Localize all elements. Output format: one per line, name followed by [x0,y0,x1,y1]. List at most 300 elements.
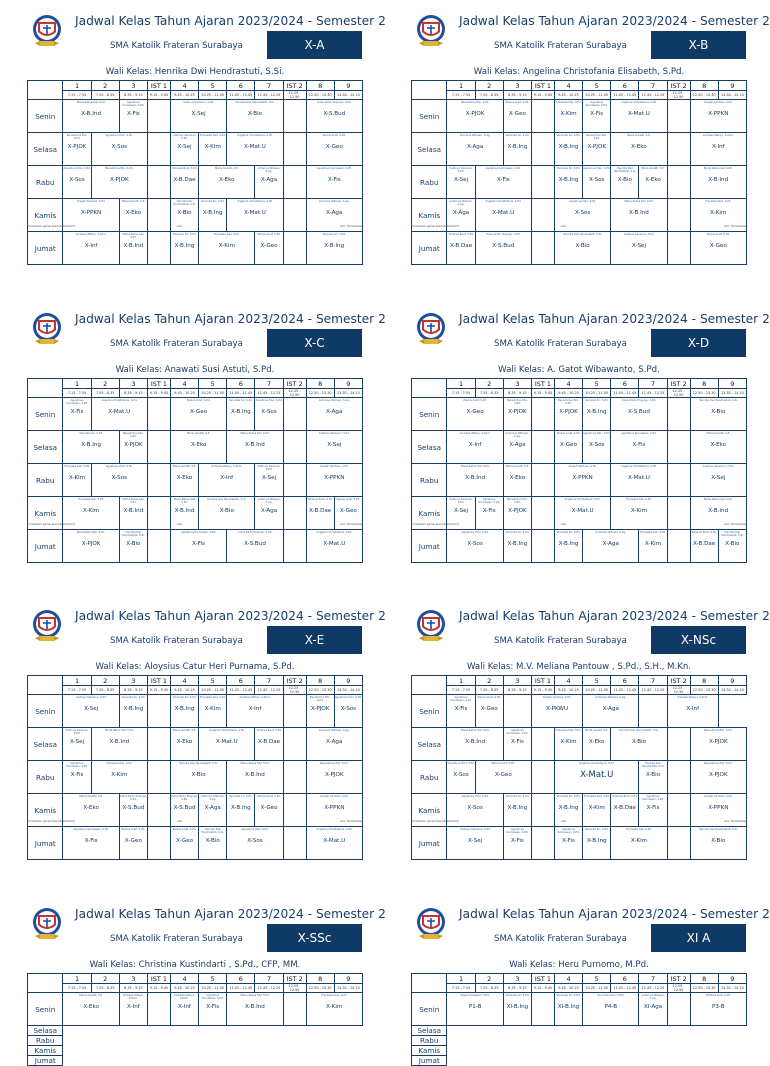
homeroom-label: Wali Kelas: [473,67,523,77]
subject-code: X-Sos [467,541,483,547]
day-row [28,431,363,464]
break-cell [147,431,170,464]
subject-code: X-Kim [630,508,648,514]
subject-code: X-S.Bud [122,805,145,811]
lesson-cell [170,398,226,431]
day-row [28,827,363,860]
lesson-cell [91,761,147,794]
school-logo-icon [416,905,446,945]
footer-generated: Timetable generated:6/19/2024 [27,819,75,823]
lesson-cell [91,133,147,166]
period-time: 9.45 - 10.25 [554,389,582,398]
subject-code: X-Sos [247,838,263,844]
teacher-name: Henrika Dwi Hendrastuti, S.Si. [235,101,275,104]
lesson-cell [119,993,147,1026]
lesson-cell [503,827,531,860]
lesson-cell [639,530,667,563]
period-time-row [412,91,747,100]
subject-code: X-Geo [176,838,194,844]
lesson-cell [306,133,362,166]
subject-code: X-S.Bud [173,805,196,811]
teacher-name: Agustinus Hari, S.Pd. [63,167,91,170]
period-time: 8.35 - 9.15 [503,389,531,398]
day-row [412,497,747,530]
break-cell [283,530,306,563]
break-cell [147,199,170,232]
lesson-cell [690,232,746,265]
subject-code: X-B.Dae [613,805,636,811]
period-time: 9.15 - 9.45 [531,686,554,695]
subject-code: X-Kim [204,706,221,712]
lesson-cell [554,464,610,497]
teacher-name: Veronika Sri, S.Pd. [505,531,530,534]
teacher-name: Agustinus Kurniawan, S.Pd. [506,729,529,735]
period-number-row [28,379,363,389]
period-number-row [412,974,747,984]
day-label: Selasa [28,133,63,166]
period-number: 5 [199,379,227,389]
period-time: 10.25 - 11.05 [199,686,227,695]
day-label: Kamis [412,199,447,232]
class-timetable-card [411,607,770,848]
day-label: Jumat [28,827,63,860]
lesson-cell [255,728,283,761]
lesson-cell [611,166,639,199]
lesson-cell [227,100,283,133]
subject-code: X-Inf [248,706,262,712]
teacher-name: Yustinus Sarwono, S.Pd. [623,233,655,236]
lesson-cell [170,199,198,232]
lesson-cell [503,100,531,133]
homeroom-label: Wali Kelas: [95,662,145,672]
period-time: 8.35 - 9.15 [503,686,531,695]
teacher-name: Henrika Dwi Hendrastuti, S.Si. [619,729,659,732]
subject-code: X-Bio [631,739,647,745]
teacher-name: Paulus Arief, S.Pd. [257,795,281,798]
lesson-cell [611,431,667,464]
period-time: 8.35 - 9.15 [503,91,531,100]
teacher-name: Yulius Rinto Prayogo, S.Pd. [317,101,352,104]
period-number: 6 [227,379,255,389]
lesson-cell [611,827,667,860]
teacher-name: Veronika Sri, S.Pd. [229,795,253,798]
lesson-cell [583,728,611,761]
period-time: 12.50 - 13.30 [690,984,718,993]
subject-code: X-Inf [178,1004,191,1010]
break-cell [147,761,170,794]
lesson-cell [447,398,503,431]
teacher-name: Bagus Setiawan, S.Pd. [460,994,490,997]
lesson-cell [639,794,667,827]
lesson-cell [583,100,611,133]
teacher-name: Henrika Dwi Hendrastuti, S.Si. [613,167,637,173]
teacher-name: Yulius Rinto Prayogo, S.Pd. [119,795,147,801]
period-time-row [28,91,363,100]
class-timetable-card [411,905,770,1065]
break-cell [667,232,690,265]
homeroom-name: Henrika Dwi Hendrastuti, S.Si. [154,67,285,77]
lesson-cell [306,100,362,133]
school-name: SMA Katolik Frateran Surabaya [494,339,627,349]
class-timetable-card [411,12,770,253]
teacher-name: Angelina Christofania, S.Pd. [578,762,615,765]
day-label: Senin [28,695,63,728]
day-row [412,1026,747,1036]
period-number: IST 1 [531,974,554,984]
subject-code: X-Mat.U [580,770,614,780]
teacher-name: Agustinus Kurniawan, S.Pd. [478,498,501,504]
lesson-cell [639,166,667,199]
teacher-name: Fransiska Dwi, S.Pd. [626,498,652,501]
period-number: 9 [718,974,746,984]
lesson-cell [475,199,531,232]
school-name: SMA Katolik Frateran Surabaya [110,934,243,944]
lesson-cell [199,232,255,265]
lesson-cell [447,761,475,794]
lesson-cell [119,431,147,464]
homeroom-teacher [27,365,363,375]
break-cell [283,728,306,761]
subject-code: X-B.Ing [558,144,579,150]
lesson-cell [611,464,667,497]
period-number: 4 [554,81,582,91]
day-row [28,497,363,530]
footer-generated: Timetable generated:6/19/2024 [411,224,459,228]
subject-code: X-Kim [630,838,648,844]
teacher-name: Antonius Wibowo, S.Ag. [595,696,627,699]
subject-code: X-Geo [466,409,484,415]
teacher-name: Veronika Sri, S.Pd. [79,432,103,435]
period-time: 7.15 - 7.55 [447,686,475,695]
day-row [28,695,363,728]
period-time: 10.25 - 11.05 [583,91,611,100]
lesson-cell [63,431,119,464]
subject-code: X-Geo [709,243,727,249]
teacher-name: Fransiska Dwi, S.Pd. [555,729,582,732]
teacher-name: Benedictus Eko, S.Pd. [105,167,134,170]
school-logo-icon [416,607,446,647]
lesson-cell [199,728,255,761]
class-timetable-card [27,905,386,1065]
period-number: 4 [170,81,198,91]
lesson-cell [690,100,746,133]
subject-code: X-PJOK [587,144,607,150]
break-cell [531,133,554,166]
period-number: IST 2 [283,974,306,984]
break-cell [503,695,531,728]
teacher-name: Maria Goretti, S.E. [172,729,197,732]
teacher-name: Maria Ratna Sari S.Pd. [122,233,145,239]
day-label: Jumat [412,232,447,265]
period-time: 7.55 - 8.35 [91,984,119,993]
period-time: 8.35 - 9.15 [119,686,147,695]
period-number: 5 [199,676,227,686]
subject-code: X-B.Dae [257,739,281,745]
subject-code: X-PJOK [465,111,485,117]
period-number-row [412,81,747,91]
schedule-table [411,973,747,1066]
day-row [412,761,747,794]
teacher-name: Antonius Wibowo, S.Ag. [449,200,473,206]
lesson-cell [611,728,667,761]
teacher-name: Fransiska Dwi, S.Pd. [640,531,666,534]
subject-code: X-Kim [560,739,577,745]
period-time: 11.05 - 11.45 [611,91,639,100]
teacher-name: Veronika Sri, S.Pd. [556,795,581,798]
period-number: 2 [91,81,119,91]
subject-code: X-Kim [83,508,100,514]
subject-code: XI-B.Ing [557,1004,580,1010]
lesson-cell [91,464,147,497]
period-time: 11.45 - 12.25 [639,984,667,993]
period-number-row [412,676,747,686]
class-name-badge: X-SSc [267,924,362,952]
period-number: IST 2 [283,379,306,389]
subject-code: X-Sos [111,475,128,481]
teacher-name: Henrika Dwi Hendrastuti, S.Si. [721,531,744,537]
subject-code: X-B.Ind [708,177,729,183]
teacher-name: Paulus Arief, S.Pd. [121,828,146,831]
lesson-cell [690,398,746,431]
teacher-name: Yustinus Sarwono, S.Pd. [183,101,215,104]
subject-code: X-B.Ind [245,1004,265,1010]
lesson-cell [306,728,362,761]
subject-code: X-Geo [560,442,578,448]
lesson-cell [306,695,334,728]
day-label: Kamis [412,1046,447,1056]
period-number: 3 [119,676,147,686]
period-number: 9 [334,974,362,984]
lesson-cell [91,166,147,199]
teacher-name: Maria Goretti, S.E. [584,729,609,732]
period-number: 2 [91,379,119,389]
lesson-cell [554,232,610,265]
break-cell [531,530,554,563]
period-time: 13.30 - 14.10 [718,686,746,695]
teacher-name: Yustinus Sarwono, S.Pd. [75,696,107,699]
teacher-name: Yustinus Sarwono, S.Pd. [65,729,89,735]
subject-code: X-Aga [326,739,343,745]
teacher-name: Antonius Wibowo, S.Ag. [318,399,350,402]
day-label: Rabu [28,761,63,794]
break-cell [531,464,554,497]
teacher-name: Fransiska Dwi, S.Pd. [213,233,240,236]
school-logo-icon [416,12,446,52]
teacher-name: Maria Ratna Sari S.Pd. [624,200,654,203]
subject-code: P4-B [604,1004,618,1010]
subject-code: XI-Aga [643,1004,663,1010]
teacher-name: Heru Purnomo, M.Pd. [597,994,625,997]
subject-code: X-Eko [631,144,647,150]
lesson-cell [447,728,503,761]
period-number: 8 [306,676,334,686]
subject-code: X-Aga [467,144,484,150]
period-number: 8 [690,379,718,389]
class-timetable-card [27,310,386,551]
day-row [412,133,747,166]
lesson-cell [611,133,667,166]
subject-code: X-Bio [191,772,206,778]
subject-code: X-Fis [510,838,524,844]
teacher-name: Yohanes Budi, S.Pd. [256,729,282,732]
teacher-name: Agustinus Kurniawan, S.Pd. [201,994,224,1000]
lesson-cell [199,695,227,728]
subject-code: X-Aga [204,805,221,811]
lesson-cell [170,100,226,133]
timetable-title: Jadwal Kelas Tahun Ajaran 2023/2024 - Semester 2 [75,609,386,623]
teacher-name: Yustinus Sarwono, S.Pd. [449,167,473,173]
period-number: 3 [119,974,147,984]
teacher-name: Henrika Dwi Hendrastuti, S.Si. [698,828,738,831]
break-cell [147,530,170,563]
break-cell [147,794,170,827]
lesson-cell [611,100,667,133]
break-cell [531,497,554,530]
teacher-name: Maria Ratna Sari S.Pd. [104,729,134,732]
break-cell [147,100,170,133]
subject-code: X-Bio [177,210,192,216]
timetable-title: Jadwal Kelas Tahun Ajaran 2023/2024 - Semester 2 [459,312,770,326]
subject-code: X-Sej [84,706,99,712]
period-time: 8.35 - 9.15 [119,389,147,398]
subject-code: X-Inf [127,1004,140,1010]
subject-code: X-B.Ing [558,805,579,811]
period-number: 4 [170,974,198,984]
lesson-cell [63,827,119,860]
period-time: 12.50 - 13.30 [306,984,334,993]
subject-code: X-PJOK [81,541,101,547]
subject-code: X-Fis [510,739,524,745]
teacher-name: Paulus Arief, S.Pd. [172,828,197,831]
subject-code: X-B.Ing [123,706,144,712]
period-number: 3 [119,81,147,91]
teacher-name: Andreas Wahyu, S.Kom. [677,696,709,699]
lesson-cell [690,464,746,497]
period-number-row [28,81,363,91]
subject-code: X-Fis [327,177,341,183]
subject-code: X-S.Bud [628,409,650,415]
corner-cell [28,379,63,398]
lesson-cell [554,794,582,827]
day-row [28,1036,363,1046]
period-time: 7.55 - 8.35 [91,686,119,695]
break-cell [147,728,170,761]
homeroom-label: Wali Kelas: [115,365,165,375]
lesson-cell [306,530,362,563]
lesson-cell [306,431,362,464]
lesson-cell [306,398,362,431]
teacher-name: Antonius Wibowo, S.Ag. [505,432,529,438]
period-number: 7 [639,676,667,686]
lesson-cell [91,398,147,431]
lesson-cell [227,794,255,827]
teacher-name: Agustinus Hari, S.Pd. [105,465,133,468]
break-cell [531,728,554,761]
day-label: Senin [412,695,447,728]
subject-code: X-B.Ing [586,838,607,844]
subject-code: X-Inf [468,442,482,448]
subject-code: X-B.Ing [558,541,579,547]
teacher-name: Veronika Sri, S.Pd. [200,200,225,203]
teacher-name: Yulius Rinto Prayogo, S.Pd. [170,795,199,801]
lesson-cell [531,695,582,728]
class-name-badge: X-D [651,329,746,357]
schedule-table [411,675,747,860]
teacher-name: Veronika Sri, S.Pd. [556,531,581,534]
period-time: 9.45 - 10.25 [170,91,198,100]
period-time: 7.55 - 8.35 [91,91,119,100]
teacher-name: Henrika Dwi Hendrastuti, S.Si. [201,828,224,834]
teacher-name: Fransiska Dwi, S.Pd. [199,696,226,699]
subject-code: X-B.Ind [708,508,729,514]
teacher-name: Agustinus Kurniawan, S.Pd. [122,101,145,107]
break-cell [667,497,690,530]
homeroom-teacher [27,662,363,672]
break-cell [667,993,690,1026]
subject-code: X-PJOK [708,739,728,745]
break-cell [531,761,554,794]
period-number: 5 [583,81,611,91]
lesson-cell [718,530,746,563]
lesson-cell [667,695,718,728]
lesson-cell [227,530,283,563]
teacher-name: Veronika Sri, S.Pd. [556,134,581,137]
subject-code: X-B.Ing [174,706,195,712]
lesson-cell [447,431,503,464]
day-row [412,464,747,497]
teacher-name: Yustinus Sarwono, S.Pd. [702,465,734,468]
period-number: 4 [554,379,582,389]
period-time-row [412,984,747,993]
teacher-name: Andreas Wahyu, S.Kom. [211,465,243,468]
footer-mid: aSc [561,819,567,823]
day-row [412,232,747,265]
teacher-name: Antonius Wibowo, S.Ag. [257,167,281,173]
break-cell [667,398,690,431]
teacher-name: Yohanes Budi, S.Pd. [307,498,333,501]
subject-code: X-Geo [508,111,526,117]
day-label: Selasa [412,133,447,166]
period-number: 7 [255,974,283,984]
period-number: 1 [447,379,475,389]
subject-code: X-Sos [588,177,605,183]
teacher-name: Antonius Wibowo, S.Ag. [201,795,225,801]
subject-code: X-Mat.U [244,210,266,216]
period-time: 11.45 - 12.25 [255,984,283,993]
subject-code: X-Eko [176,475,193,481]
period-time-row [28,389,363,398]
period-time: 10.25 - 11.05 [583,389,611,398]
break-cell [283,133,306,166]
subject-code: X-B.Ing [324,243,345,249]
lesson-cell [306,497,334,530]
teacher-name: Agustinus Kurniawan, S.Pd. [557,828,580,834]
period-number: 9 [718,676,746,686]
period-number: 3 [503,379,531,389]
lesson-cell [170,695,198,728]
period-time: 12.50 - 13.30 [690,91,718,100]
period-time-row [412,686,747,695]
subject-code: X-PJOK [708,772,728,778]
period-time: 12.50 - 13.30 [306,389,334,398]
lesson-cell [611,199,667,232]
subject-code: X-B.Ing [174,243,195,249]
period-time-row [28,984,363,993]
lesson-cell [119,794,147,827]
subject-code: X-Bio [126,541,141,547]
subject-code: X-Aga [326,409,343,415]
teacher-name: Henrika Dwi Hendrastuti, S.Si. [122,531,145,537]
